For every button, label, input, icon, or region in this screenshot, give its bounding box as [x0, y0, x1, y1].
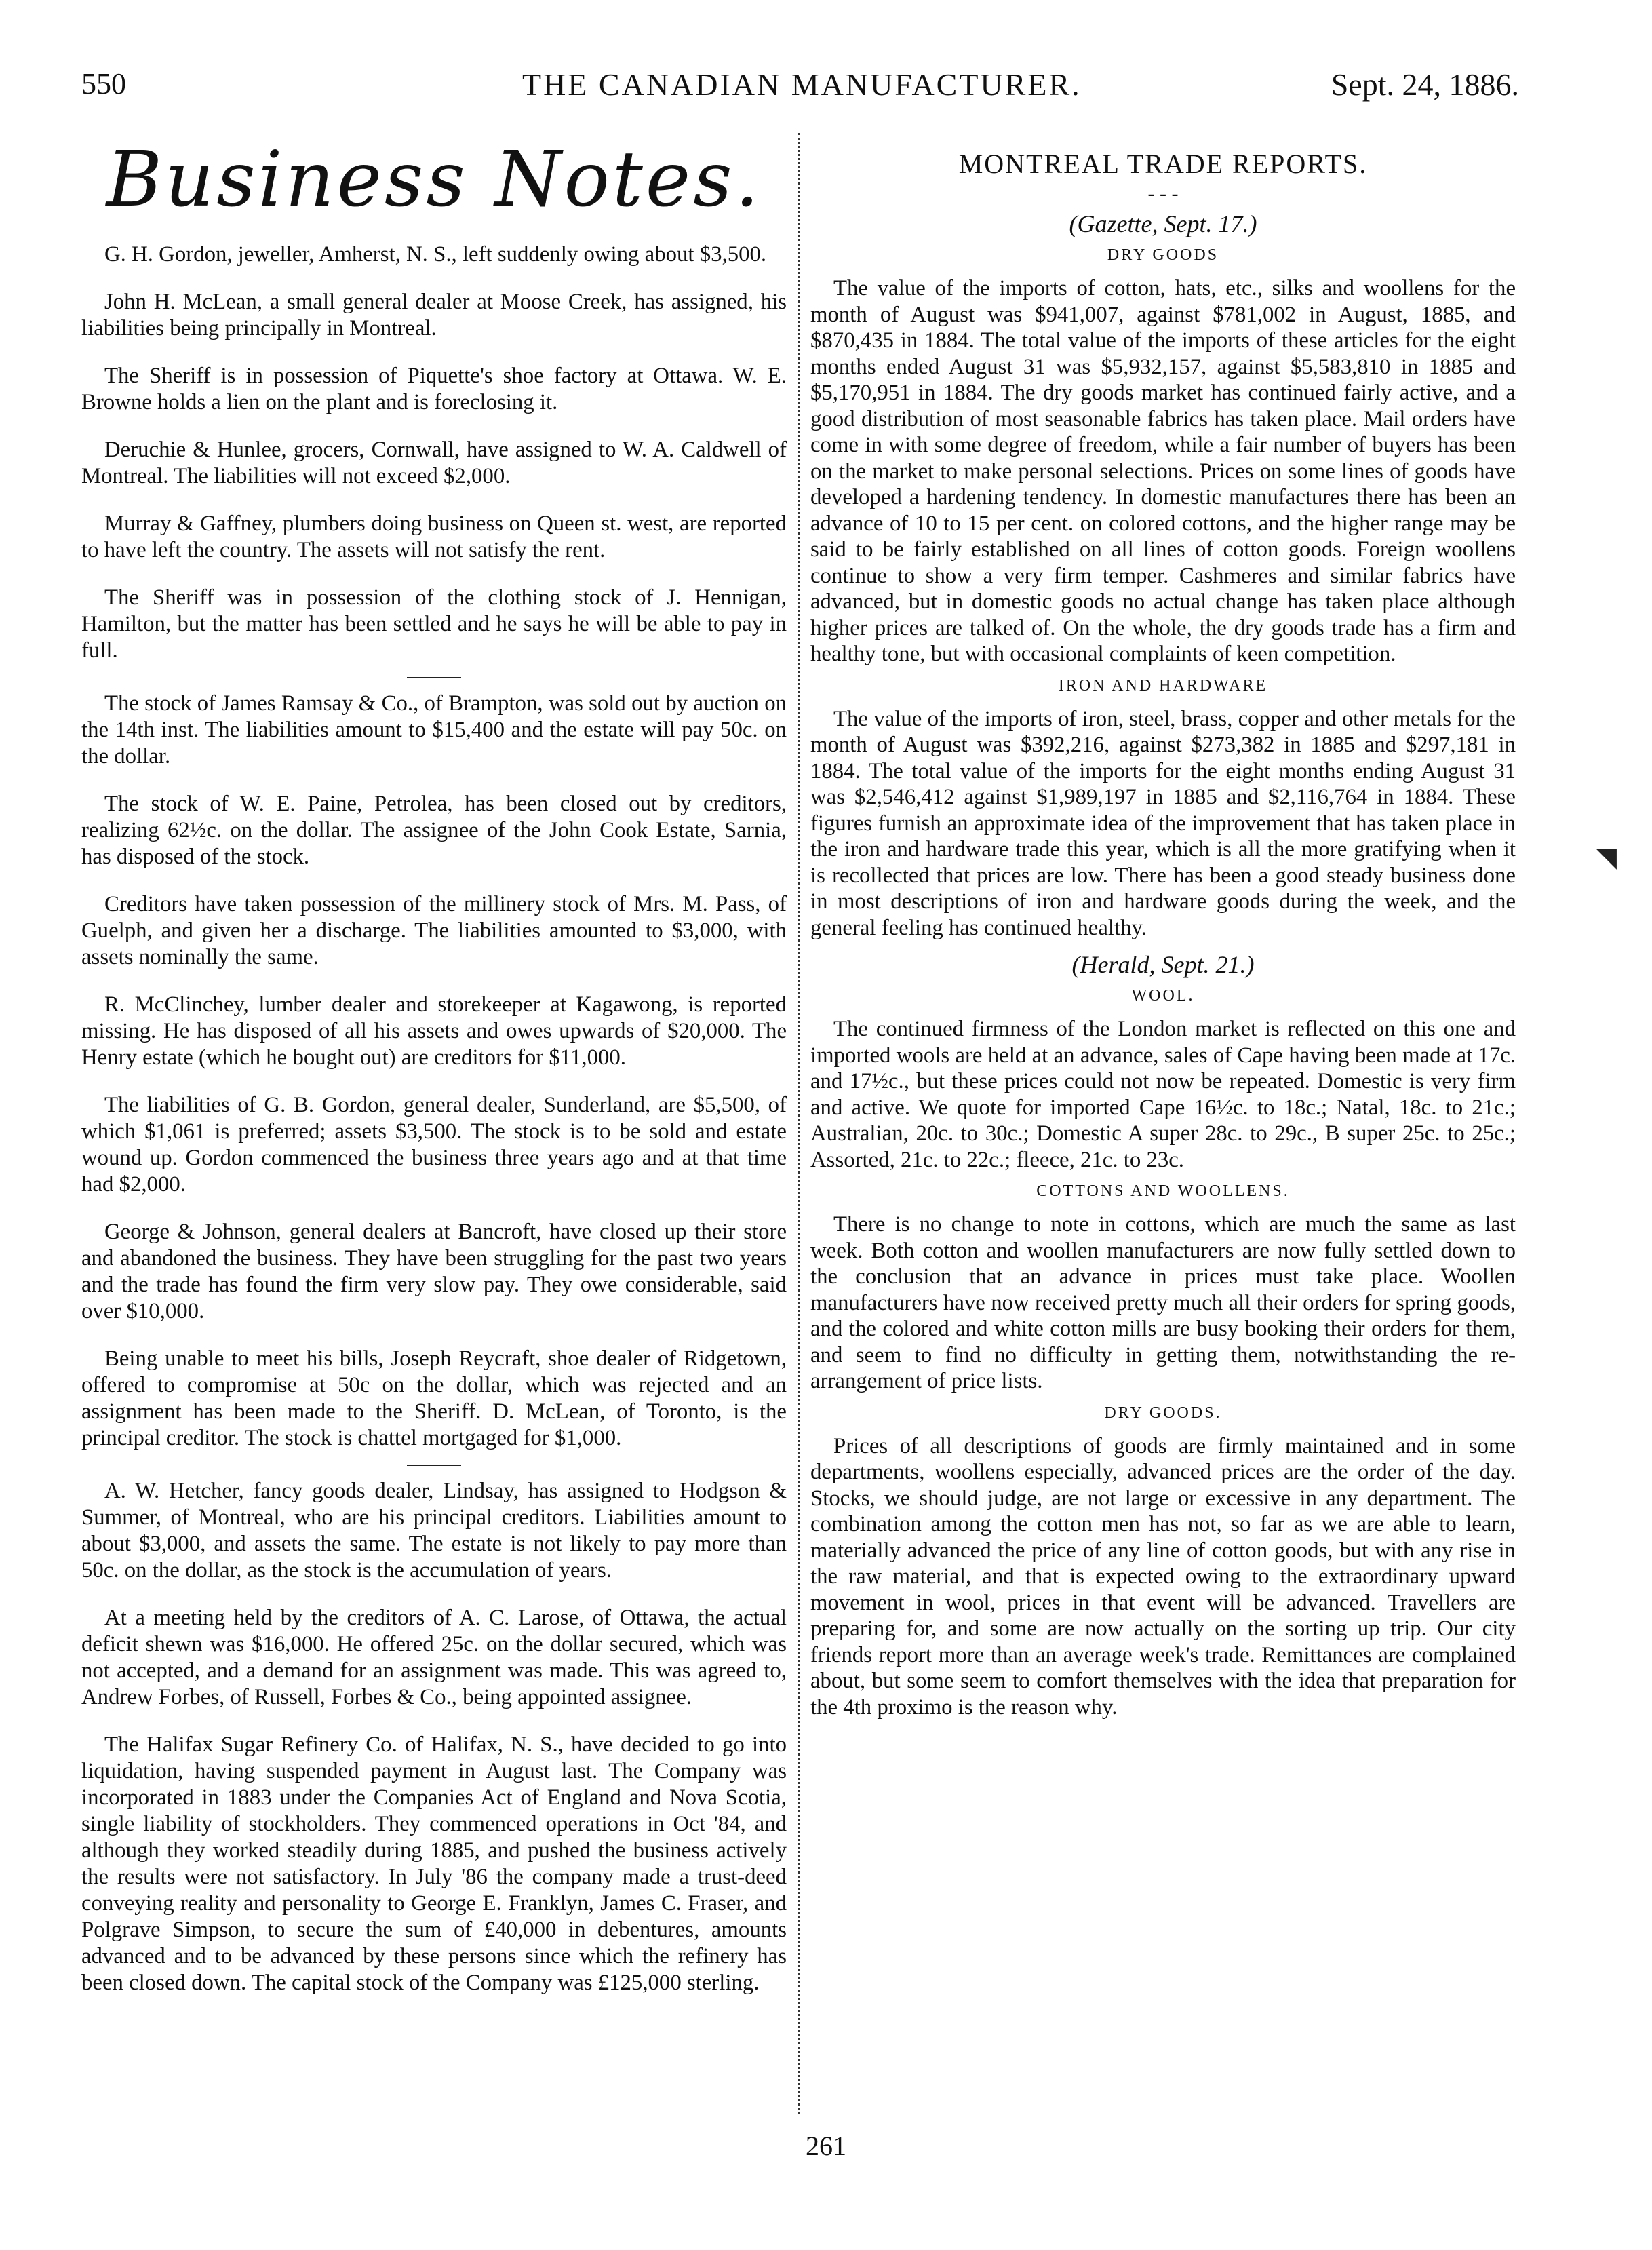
business-note: Creditors have taken possession of the millinery stock of Mrs. M. Pass, of Guelph, and given her a discharge. The liabilities amounted to $3,000, with assets nominally the same. — [81, 892, 787, 969]
business-note: Deruchie & Hunlee, grocers, Cornwall, have assigned to W. A. Caldwell of Montreal. The liabilities will not exceed $2,000. — [81, 438, 787, 488]
scan-edge-mark: ◥ — [1596, 842, 1617, 872]
dry-goods-report-2: Prices of all descriptions of goods are firmly maintained and in some departments, woollens especially, advanced prices are the order of the day. Stocks, we should judge, are not large or excessive in any department. The combination among the cotton men has not, so far as we are able to learn, materially advanced the price of any line of cotton goods, but with any rise in the raw material, and that is expected owing to the extraordinary upward movement in wool, prices in that event will be advanced. Travellers are preparing for, and some are now actually on the sorting up trip. Our city friends report more than an average week's trade. Remittances are complained about, but some seem to comfort themselves with the idea that preparation for the 4th proximo is the reason why. — [810, 1433, 1516, 1720]
issue-date: Sept. 24, 1886. — [1331, 67, 1519, 102]
trade-reports-column — [810, 133, 1516, 2121]
journal-title: THE CANADIAN MANUFACTURER. — [522, 67, 1082, 102]
business-note: The Sheriff is in possession of Piquette's shoe factory at Ottawa. W. E. Browne holds a lien on the plant and is foreclosing it. — [81, 364, 787, 414]
running-head — [81, 66, 1519, 114]
cottons-woollens-report: There is no change to note in cottons, which are much the same as last week. Both cotton and woollen manufacturers are now fully settled down to the conclusion that an advance in prices must take place. Woollen manufacturers have now received pretty much all their orders for spring goods, and the colored and white cotton mills are busy booking their orders for them, and seem to find no difficulty in getting them, notwithstanding the re-arrangement of price lists. — [810, 1212, 1516, 1393]
cottons-woollens-subheading: COTTONS AND WOOLLENS. — [1036, 1182, 1290, 1200]
business-notes-column — [81, 133, 787, 2121]
heading-dash: - - - — [1147, 182, 1179, 205]
wool-subheading: WOOL. — [1131, 987, 1195, 1005]
business-note: The stock of W. E. Paine, Petrolea, has been closed out by creditors, realizing 62½c. on the dollar. The assignee of the John Cook Estate, Sarnia, has disposed of the stock. — [81, 792, 787, 869]
business-notes-list — [81, 241, 787, 1996]
business-note: A. W. Hetcher, fancy goods dealer, Lindsay, has assigned to Hodgson & Summer, of Montreal, who are his principal creditors. Liabilities amount to about $3,000, and assets the same. The estate is not likely to pay more than 50c. on the dollar, as the stock is the accumulation of years. — [81, 1479, 787, 1583]
business-note: The Halifax Sugar Refinery Co. of Halifax, N. S., have decided to go into liquidation, having suspended payment in August last. The Company was incorporated in 1883 under the Companies Act of England and Nova Scotia, single liability of stockholders. They commenced operations in Oct '84, and although they worked steadily during 1885, and pushed the business actively the results were not satisfactory. In July '86 the company made a trust-deed conveying reality and personality to George E. Franklyn, James C. Fraser, and Polgrave Simpson, to secure the sum of £40,000 in debentures, amounts advanced and to be advanced by these persons since which the refinery has been closed down. The capital stock of the Company was £125,000 sterling. — [81, 1732, 787, 1995]
business-note: The Sheriff was in possession of the clothing stock of J. Hennigan, Hamilton, but the matter has been settled and he says he will be able to pay in full. — [81, 585, 787, 663]
business-note: The liabilities of G. B. Gordon, general dealer, Sunderland, are $5,500, of which $1,061 is preferred; assets $3,500. The stock is to be sold and estate wound up. Gordon commenced the business three years ago and at that time had $2,000. — [81, 1093, 787, 1197]
page-number: 550 — [81, 67, 126, 100]
business-note: R. McClinchey, lumber dealer and storekeeper at Kagawong, is reported missing. He has disposed of all his assets and owes upwards of $20,000. The Henry estate (which he bought out) are creditors for $11,000. — [81, 992, 787, 1070]
dry-goods-report: The value of the imports of cotton, hats, etc., silks and woollens for the month of August was $941,007, against $781,002 in August, 1885, and $870,435 in 1884. The total value of the imports of these articles for the eight months ended August 31 was $5,932,157, against $5,583,810 in 1885 and $5,170,951 in 1884. The dry goods market has continued fairly active, and a good distribution of most seasonable fabrics has taken place. Mail orders have come in with some degree of freedom, while a fair number of buyers has been on the market to make personal selections. Prices on some lines of goods have developed a hardening tendency. In domestic manufactures there has been an advance of 10 to 15 per cent. on colored cottons, and the higher range may be said to be fairly established on all lines of cotton goods. Foreign woollens continue to show a very firm temper. Cashmeres and similar fabrics have advanced, but in domestic goods no actual change has taken place although higher prices are talked of. On the whole, the dry goods trade has a firm and healthy tone, but with occasional complaints of keen competition. — [810, 276, 1516, 666]
folio-number: 261 — [806, 2131, 846, 2161]
dry-goods-subheading: DRY GOODS — [1107, 246, 1219, 264]
wool-report: The continued firmness of the London market is reflected on this one and imported wools are held at an advance, sales of Cape having been made at 17c. and 17½c., but these prices could not now be repeated. Domestic is very firm and active. We quote for imported Cape 16½c. to 18c.; Natal, 18c. to 21c.; Australian, 20c. to 30c.; Domestic A super 28c. to 29c., B super 25c. to 25c.; Assorted, 21c. to 22c.; fleece, 21c. to 23c. — [810, 1017, 1516, 1172]
business-note: G. H. Gordon, jeweller, Amherst, N. S., left suddenly owing about $3,500. — [104, 242, 767, 267]
column-divider — [798, 133, 800, 2114]
trade-reports-heading: MONTREAL TRADE REPORTS. — [958, 149, 1368, 179]
business-note: John H. McLean, a small general dealer at Moose Creek, has assigned, his liabilities being principally in Montreal. — [81, 290, 787, 341]
business-note: The stock of James Ramsay & Co., of Brampton, was sold out by auction on the 14th inst. The liabilities amount to $15,400 and the estate will pay 50c. on the dollar. — [81, 691, 787, 769]
business-notes-heading: Business Notes. — [106, 136, 762, 224]
business-note: At a meeting held by the creditors of A. C. Larose, of Ottawa, the actual deficit shewn was $16,000. He offered 25c. on the dollar secured, which was not accepted, and a demand for an assignment was made. This was agreed to, Andrew Forbes, of Russell, Forbes & Co., being appointed assignee. — [81, 1606, 787, 1709]
dry-goods-subheading-2: DRY GOODS. — [1104, 1403, 1222, 1422]
iron-hardware-report: The value of the imports of iron, steel, brass, copper and other metals for the month of August was $392,216, against $273,382 in 1885 and $297,181 in 1884. The total value of the imports for the eight months ending August 31 was $2,546,412 against $1,989,197 in 1885 and $2,116,764 in 1884. These figures furnish an approximate idea of the improvement that has taken place in the iron and hardware trade this year, which is all the more gratifying when it is recollected that prices are low. There has been a good steady business done in most descriptions of iron and hardware goods during the week, and the general feeling has continued healthy. — [810, 706, 1516, 940]
business-note: Murray & Gaffney, plumbers doing business on Queen st. west, are reported to have left the country. The assets will not satisfy the rent. — [81, 511, 787, 562]
business-note: George & Johnson, general dealers at Bancroft, have closed up their store and abandoned the business. They have been struggling for the past two years and the trade has found the firm very slow pay. They owe considerable, said over $10,000. — [81, 1220, 787, 1323]
note-separator — [407, 1465, 461, 1466]
gazette-source: (Gazette, Sept. 17.) — [1069, 210, 1257, 237]
herald-source: (Herald, Sept. 21.) — [1071, 951, 1255, 978]
note-separator — [407, 677, 461, 678]
iron-hardware-subheading: IRON AND HARDWARE — [1058, 676, 1268, 695]
business-note: Being unable to meet his bills, Joseph Reycraft, shoe dealer of Ridgetown, offered to compromise at 50c on the dollar, which was rejected and an assignment has been made to the Sheriff. D. McLean, of Toronto, is the principal creditor. The stock is chattel mortgaged for $1,000. — [81, 1346, 787, 1450]
